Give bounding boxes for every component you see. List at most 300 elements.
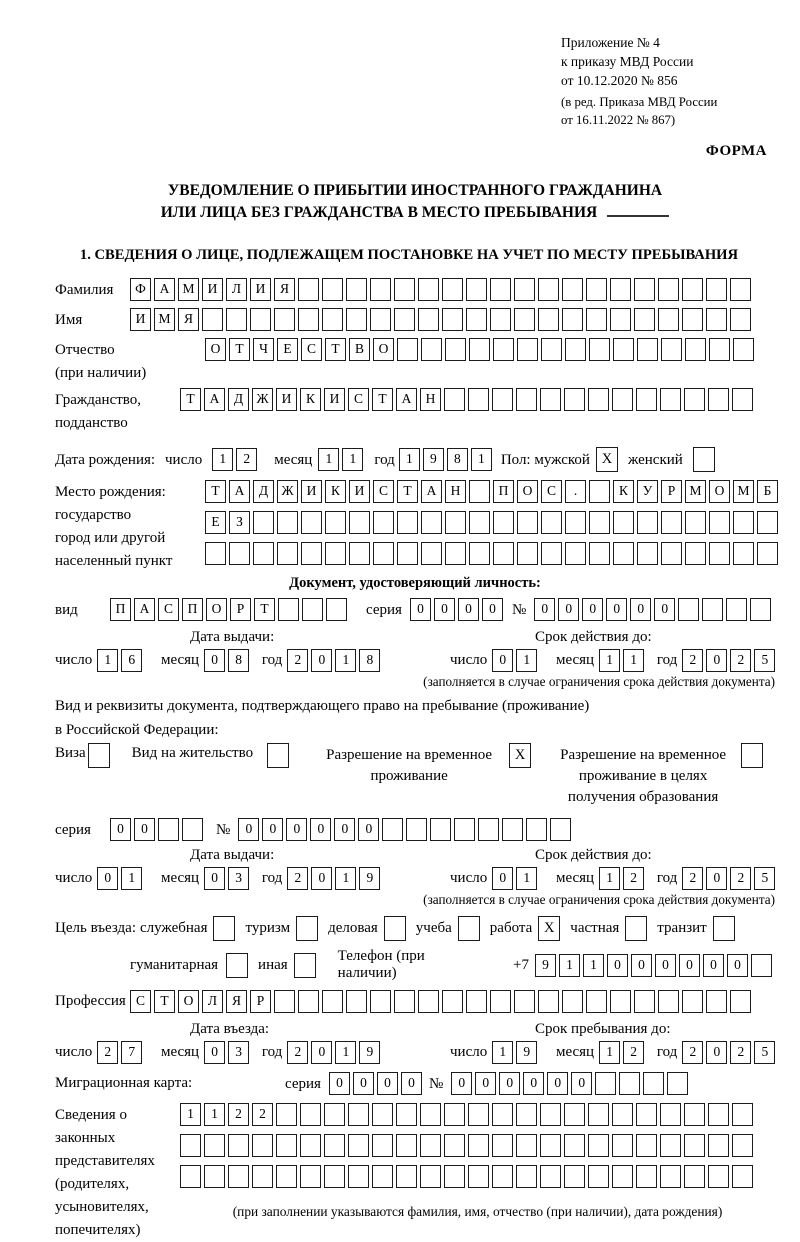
char-cell[interactable] [373,511,394,534]
char-cell[interactable] [706,278,727,301]
char-cell[interactable] [346,990,367,1013]
char-cell[interactable]: И [324,388,345,411]
char-cell[interactable] [685,338,706,361]
birth-year-cells[interactable] [399,448,495,471]
char-cell[interactable]: О [206,598,227,621]
char-cell[interactable]: 0 [571,1072,592,1095]
stay-year-cells[interactable] [682,1041,778,1064]
identity-expiry-year-cells[interactable] [682,649,778,672]
char-cell[interactable] [516,388,537,411]
char-cell[interactable]: 3 [228,1041,249,1064]
char-cell[interactable]: С [301,338,322,361]
char-cell[interactable] [180,1134,201,1157]
char-cell[interactable]: А [229,480,250,503]
doc-series-cells[interactable] [410,598,506,621]
char-cell[interactable] [301,542,322,565]
identity-expiry-day-cells[interactable] [492,649,540,672]
char-cell[interactable] [442,278,463,301]
char-cell[interactable] [612,1103,633,1126]
char-cell[interactable] [732,1103,753,1126]
residence-series-cells[interactable] [110,818,206,841]
birth-month-cells[interactable] [318,448,366,471]
char-cell[interactable] [516,1165,537,1188]
char-cell[interactable] [468,1165,489,1188]
char-cell[interactable] [276,1134,297,1157]
char-cell[interactable]: Я [226,990,247,1013]
char-cell[interactable]: 8 [359,649,380,672]
char-cell[interactable]: 9 [359,1041,380,1064]
char-cell[interactable] [661,542,682,565]
char-cell[interactable] [658,308,679,331]
char-cell[interactable] [466,278,487,301]
birth-place-cells-row2[interactable] [205,511,781,534]
char-cell[interactable] [706,990,727,1013]
firstname-cells[interactable] [130,308,754,331]
char-cell[interactable] [514,278,535,301]
entry-month-cells[interactable] [204,1041,252,1064]
char-cell[interactable]: 1 [180,1103,201,1126]
char-cell[interactable]: . [565,480,586,503]
char-cell[interactable] [492,1134,513,1157]
char-cell[interactable] [612,388,633,411]
migration-series-cells[interactable] [329,1072,425,1095]
char-cell[interactable]: А [154,278,175,301]
char-cell[interactable] [636,1165,657,1188]
char-cell[interactable]: А [421,480,442,503]
char-cell[interactable]: 2 [623,867,644,890]
char-cell[interactable] [418,278,439,301]
char-cell[interactable] [322,308,343,331]
char-cell[interactable] [493,511,514,534]
char-cell[interactable]: 0 [499,1072,520,1095]
char-cell[interactable]: О [517,480,538,503]
char-cell[interactable]: 1 [342,448,363,471]
char-cell[interactable] [514,308,535,331]
char-cell[interactable] [684,1134,705,1157]
char-cell[interactable]: Т [154,990,175,1013]
char-cell[interactable]: 0 [410,598,431,621]
char-cell[interactable] [253,511,274,534]
representatives-cells-row2[interactable] [180,1134,775,1157]
char-cell[interactable]: 1 [335,1041,356,1064]
char-cell[interactable]: 2 [682,867,703,890]
char-cell[interactable] [444,1103,465,1126]
char-cell[interactable] [678,598,699,621]
char-cell[interactable] [658,990,679,1013]
char-cell[interactable]: Т [325,338,346,361]
char-cell[interactable] [420,1165,441,1188]
char-cell[interactable] [733,511,754,534]
char-cell[interactable] [444,1165,465,1188]
char-cell[interactable] [276,1103,297,1126]
char-cell[interactable] [733,338,754,361]
char-cell[interactable] [636,1103,657,1126]
char-cell[interactable] [526,818,547,841]
char-cell[interactable] [394,990,415,1013]
char-cell[interactable] [613,338,634,361]
doc-number-cells[interactable] [534,598,774,621]
char-cell[interactable]: 1 [599,1041,620,1064]
char-cell[interactable] [397,338,418,361]
char-cell[interactable]: 2 [730,867,751,890]
char-cell[interactable]: В [349,338,370,361]
stay-day-cells[interactable] [492,1041,540,1064]
char-cell[interactable] [406,818,427,841]
char-cell[interactable]: 1 [97,649,118,672]
char-cell[interactable]: С [373,480,394,503]
char-cell[interactable] [277,511,298,534]
char-cell[interactable] [562,308,583,331]
char-cell[interactable] [492,388,513,411]
char-cell[interactable]: О [178,990,199,1013]
char-cell[interactable]: 2 [97,1041,118,1064]
char-cell[interactable] [709,511,730,534]
char-cell[interactable]: 0 [630,598,651,621]
char-cell[interactable] [182,818,203,841]
char-cell[interactable] [394,278,415,301]
char-cell[interactable] [702,598,723,621]
char-cell[interactable] [586,990,607,1013]
char-cell[interactable] [564,1165,585,1188]
char-cell[interactable] [517,542,538,565]
char-cell[interactable]: 0 [110,818,131,841]
char-cell[interactable]: П [182,598,203,621]
representatives-cells-row3[interactable] [180,1165,775,1188]
char-cell[interactable] [610,278,631,301]
birth-place-cells-row3[interactable] [205,542,781,565]
char-cell[interactable] [394,308,415,331]
char-cell[interactable] [228,1134,249,1157]
char-cell[interactable] [372,1134,393,1157]
char-cell[interactable]: Ж [252,388,273,411]
char-cell[interactable] [685,542,706,565]
char-cell[interactable]: Я [178,308,199,331]
visa-checkbox[interactable] [88,743,110,768]
residence-expiry-day-cells[interactable] [492,867,540,890]
char-cell[interactable] [637,511,658,534]
char-cell[interactable]: 2 [730,1041,751,1064]
char-cell[interactable] [325,511,346,534]
char-cell[interactable] [634,278,655,301]
char-cell[interactable] [589,511,610,534]
char-cell[interactable]: К [300,388,321,411]
char-cell[interactable]: С [158,598,179,621]
char-cell[interactable] [517,338,538,361]
char-cell[interactable] [709,338,730,361]
char-cell[interactable] [274,308,295,331]
char-cell[interactable] [589,542,610,565]
char-cell[interactable]: 1 [212,448,233,471]
char-cell[interactable]: 0 [358,818,379,841]
char-cell[interactable] [589,480,610,503]
char-cell[interactable] [278,598,299,621]
char-cell[interactable]: К [613,480,634,503]
char-cell[interactable]: 0 [329,1072,350,1095]
char-cell[interactable] [564,1103,585,1126]
char-cell[interactable] [660,1165,681,1188]
char-cell[interactable] [430,818,451,841]
char-cell[interactable]: И [130,308,151,331]
residence-issue-day-cells[interactable] [97,867,145,890]
char-cell[interactable] [637,542,658,565]
char-cell[interactable] [540,1134,561,1157]
gender-male-checkbox[interactable]: X [596,447,618,472]
char-cell[interactable]: 0 [204,867,225,890]
purpose-study-checkbox[interactable] [458,916,480,941]
char-cell[interactable] [684,388,705,411]
char-cell[interactable]: 2 [682,1041,703,1064]
char-cell[interactable]: 1 [335,867,356,890]
char-cell[interactable] [325,542,346,565]
char-cell[interactable] [490,990,511,1013]
char-cell[interactable] [730,278,751,301]
char-cell[interactable] [370,278,391,301]
char-cell[interactable]: 0 [262,818,283,841]
char-cell[interactable] [492,1103,513,1126]
char-cell[interactable]: С [541,480,562,503]
char-cell[interactable]: 0 [703,954,724,977]
char-cell[interactable]: О [709,480,730,503]
char-cell[interactable] [397,542,418,565]
char-cell[interactable] [730,990,751,1013]
char-cell[interactable]: 2 [236,448,257,471]
char-cell[interactable] [396,1103,417,1126]
char-cell[interactable] [588,388,609,411]
char-cell[interactable]: 0 [655,954,676,977]
char-cell[interactable] [370,990,391,1013]
char-cell[interactable] [565,511,586,534]
char-cell[interactable]: 0 [97,867,118,890]
char-cell[interactable]: Д [253,480,274,503]
purpose-tourism-checkbox[interactable] [296,916,318,941]
char-cell[interactable] [468,388,489,411]
char-cell[interactable] [541,511,562,534]
purpose-private-checkbox[interactable] [625,916,647,941]
char-cell[interactable] [454,818,475,841]
char-cell[interactable]: 6 [121,649,142,672]
temp-residence-education-checkbox[interactable] [741,743,763,768]
stay-month-cells[interactable] [599,1041,647,1064]
char-cell[interactable] [382,818,403,841]
char-cell[interactable] [298,308,319,331]
char-cell[interactable]: 1 [471,448,492,471]
char-cell[interactable]: 0 [534,598,555,621]
char-cell[interactable] [750,598,771,621]
char-cell[interactable] [274,990,295,1013]
char-cell[interactable] [349,542,370,565]
char-cell[interactable] [685,511,706,534]
char-cell[interactable] [348,1165,369,1188]
char-cell[interactable] [586,308,607,331]
doc-kind-cells[interactable] [110,598,350,621]
char-cell[interactable] [418,308,439,331]
char-cell[interactable] [324,1165,345,1188]
char-cell[interactable] [564,1134,585,1157]
char-cell[interactable] [204,1134,225,1157]
char-cell[interactable] [445,338,466,361]
char-cell[interactable] [445,511,466,534]
char-cell[interactable]: 1 [516,649,537,672]
char-cell[interactable]: 2 [623,1041,644,1064]
char-cell[interactable] [517,511,538,534]
purpose-other-checkbox[interactable] [294,953,316,978]
char-cell[interactable] [565,338,586,361]
char-cell[interactable] [444,1134,465,1157]
char-cell[interactable]: 0 [353,1072,374,1095]
char-cell[interactable] [660,1134,681,1157]
char-cell[interactable] [538,990,559,1013]
char-cell[interactable] [300,1134,321,1157]
char-cell[interactable]: А [134,598,155,621]
char-cell[interactable] [733,542,754,565]
char-cell[interactable] [469,542,490,565]
char-cell[interactable]: 2 [287,867,308,890]
char-cell[interactable]: 3 [228,867,249,890]
char-cell[interactable]: Б [757,480,778,503]
char-cell[interactable]: Т [372,388,393,411]
char-cell[interactable]: З [229,511,250,534]
char-cell[interactable] [661,338,682,361]
citizenship-cells[interactable] [180,388,756,411]
char-cell[interactable] [732,388,753,411]
char-cell[interactable] [589,338,610,361]
char-cell[interactable]: 0 [286,818,307,841]
char-cell[interactable] [346,308,367,331]
char-cell[interactable]: 0 [706,867,727,890]
char-cell[interactable]: 0 [334,818,355,841]
identity-issue-year-cells[interactable] [287,649,383,672]
char-cell[interactable] [490,308,511,331]
gender-female-checkbox[interactable] [693,447,715,472]
char-cell[interactable] [442,308,463,331]
char-cell[interactable]: 8 [228,649,249,672]
char-cell[interactable]: 0 [204,649,225,672]
char-cell[interactable]: 0 [401,1072,422,1095]
char-cell[interactable]: Р [661,480,682,503]
char-cell[interactable] [660,1103,681,1126]
char-cell[interactable] [610,990,631,1013]
char-cell[interactable]: Л [202,990,223,1013]
char-cell[interactable] [202,308,223,331]
char-cell[interactable] [397,511,418,534]
char-cell[interactable]: 0 [482,598,503,621]
char-cell[interactable] [636,1134,657,1157]
char-cell[interactable] [726,598,747,621]
residence-expiry-year-cells[interactable] [682,867,778,890]
char-cell[interactable] [421,542,442,565]
char-cell[interactable] [658,278,679,301]
char-cell[interactable]: Е [205,511,226,534]
birth-day-cells[interactable] [212,448,260,471]
residence-issue-month-cells[interactable] [204,867,252,890]
char-cell[interactable] [277,542,298,565]
char-cell[interactable] [613,542,634,565]
char-cell[interactable] [540,388,561,411]
representatives-cells-row1[interactable] [180,1103,775,1126]
char-cell[interactable] [660,388,681,411]
char-cell[interactable]: И [276,388,297,411]
char-cell[interactable] [564,388,585,411]
char-cell[interactable] [538,308,559,331]
birth-place-cells-row1[interactable] [205,480,781,503]
char-cell[interactable] [301,511,322,534]
char-cell[interactable] [540,1165,561,1188]
char-cell[interactable]: Ж [277,480,298,503]
char-cell[interactable] [322,278,343,301]
char-cell[interactable]: 0 [310,818,331,841]
char-cell[interactable] [468,1103,489,1126]
char-cell[interactable]: И [301,480,322,503]
char-cell[interactable]: Т [397,480,418,503]
char-cell[interactable] [562,990,583,1013]
char-cell[interactable] [469,480,490,503]
char-cell[interactable] [420,1103,441,1126]
char-cell[interactable] [478,818,499,841]
char-cell[interactable] [396,1165,417,1188]
char-cell[interactable] [588,1134,609,1157]
char-cell[interactable]: Т [254,598,275,621]
profession-cells[interactable] [130,990,754,1013]
char-cell[interactable] [444,388,465,411]
char-cell[interactable]: 1 [599,649,620,672]
char-cell[interactable]: 0 [238,818,259,841]
char-cell[interactable] [421,511,442,534]
char-cell[interactable]: Е [277,338,298,361]
identity-expiry-month-cells[interactable] [599,649,647,672]
char-cell[interactable]: 0 [492,867,513,890]
char-cell[interactable] [324,1134,345,1157]
char-cell[interactable] [253,542,274,565]
char-cell[interactable] [250,308,271,331]
char-cell[interactable]: 0 [523,1072,544,1095]
char-cell[interactable] [708,1165,729,1188]
char-cell[interactable]: 1 [623,649,644,672]
identity-issue-day-cells[interactable] [97,649,145,672]
char-cell[interactable]: 0 [547,1072,568,1095]
char-cell[interactable] [302,598,323,621]
char-cell[interactable]: Д [228,388,249,411]
char-cell[interactable] [667,1072,688,1095]
char-cell[interactable] [322,990,343,1013]
char-cell[interactable]: О [205,338,226,361]
char-cell[interactable]: 9 [423,448,444,471]
char-cell[interactable]: Т [229,338,250,361]
char-cell[interactable]: 0 [311,649,332,672]
char-cell[interactable] [541,542,562,565]
char-cell[interactable]: 1 [121,867,142,890]
char-cell[interactable] [252,1165,273,1188]
char-cell[interactable]: 2 [287,1041,308,1064]
purpose-transit-checkbox[interactable] [713,916,735,941]
char-cell[interactable] [588,1103,609,1126]
char-cell[interactable]: 9 [516,1041,537,1064]
char-cell[interactable]: Т [180,388,201,411]
char-cell[interactable] [684,1165,705,1188]
char-cell[interactable] [229,542,250,565]
char-cell[interactable] [469,338,490,361]
char-cell[interactable]: 0 [582,598,603,621]
char-cell[interactable] [516,1134,537,1157]
char-cell[interactable] [730,308,751,331]
char-cell[interactable]: Л [226,278,247,301]
char-cell[interactable] [706,308,727,331]
char-cell[interactable]: 0 [727,954,748,977]
char-cell[interactable]: Н [445,480,466,503]
char-cell[interactable] [252,1134,273,1157]
char-cell[interactable]: П [493,480,514,503]
char-cell[interactable]: 0 [492,649,513,672]
char-cell[interactable]: О [373,338,394,361]
